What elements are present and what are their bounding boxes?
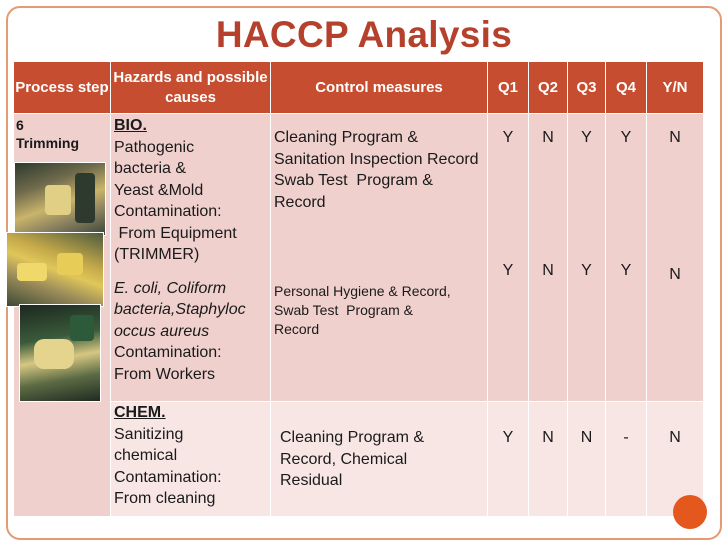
bio-q3-answer-1: Y [581, 129, 592, 146]
chem-hazard-line: chemical [114, 447, 178, 464]
trimming-photo-3 [19, 304, 101, 402]
bio-control1-line: Cleaning Program & [274, 129, 419, 146]
bio-q4-answer-2: Y [620, 262, 632, 279]
header-q4: Q4 [606, 62, 647, 114]
bio-hazard-line: From Equipment [114, 224, 237, 242]
bio-q1-cell [488, 114, 529, 402]
bio-q4-cell [606, 114, 647, 402]
slide-title: HACCP Analysis [215, 14, 513, 55]
bio-hazard2-italic-line: bacteria,Staphyloc [114, 301, 246, 318]
bio-hazard-line: Yeast &Mold [114, 181, 204, 199]
header-hazards: Hazards and possible causes [111, 62, 271, 114]
bio-control-cell [271, 114, 488, 402]
chem-hazard-line: Contamination: [114, 468, 222, 486]
bio-hazard-line: (TRIMMER) [114, 246, 200, 263]
bio-control1-line: Record [274, 193, 326, 211]
chem-hazard-cell [111, 402, 271, 517]
step-number: 6 [16, 117, 24, 133]
bio-control2 [274, 282, 451, 339]
chem-control-line: Record, Chemical [280, 450, 408, 468]
bio-q4-answer-1: Y [620, 129, 632, 146]
chem-hazard-line: From cleaning [114, 490, 216, 507]
bio-q1-answer-2: Y [502, 262, 514, 279]
chem-category: CHEM. [114, 404, 166, 421]
header-row [14, 62, 704, 114]
bio-control2-line: Personal Hygiene & Record, [274, 283, 451, 299]
bio-yn-cell [647, 114, 704, 402]
chem-q3-cell: N [568, 402, 606, 517]
bio-hazard2-italic-line: occus aureus [114, 322, 210, 340]
bio-hazard-line: Contamination: [114, 203, 222, 220]
header-process-step: Process step [14, 62, 111, 114]
bio-q3-answer-2: Y [581, 262, 592, 279]
bio-q2-answer-1: N [542, 129, 554, 146]
bio-hazard2-line: From Workers [114, 365, 216, 383]
chem-q4-cell: - [606, 402, 647, 517]
table-row-chem [14, 402, 704, 517]
bio-q2-cell [529, 114, 568, 402]
bio-q3-cell [568, 114, 606, 402]
bio-hazard2-line: Contamination: [114, 344, 222, 361]
chem-control-line: Cleaning Program & [280, 429, 425, 446]
bio-control1-line: Sanitation Inspection Record [274, 150, 479, 168]
chem-control-cell [271, 402, 488, 517]
header-q1: Q1 [488, 62, 529, 114]
bio-q2-answer-2: N [542, 262, 554, 279]
chem-q1-cell: Y [488, 402, 529, 517]
step-name: Trimming [16, 135, 80, 151]
trimming-photo-2 [6, 232, 104, 307]
bio-hazard-line: Pathogenic [114, 138, 195, 156]
chem-yn-cell: N [647, 402, 704, 517]
bio-yn-answer-2: N [669, 266, 681, 283]
bio-hazard-line: bacteria & [114, 160, 187, 177]
table-row-bio [14, 114, 704, 402]
process-step-cell [14, 114, 111, 517]
chem-hazard-line: Sanitizing [114, 425, 184, 443]
corner-accent-dot [673, 495, 707, 529]
bio-q1-answer-1: Y [502, 129, 514, 146]
trimming-photo-1 [14, 162, 106, 236]
bio-hazard-cell [111, 114, 271, 402]
header-q2: Q2 [529, 62, 568, 114]
bio-category: BIO. [114, 117, 147, 134]
bio-control2-line: Record [274, 321, 320, 337]
haccp-table [13, 61, 704, 517]
header-control-measures: Control measures [271, 62, 488, 114]
bio-control2-line: Swab Test Program & [274, 302, 414, 318]
bio-hazard2-italic-line: E. coli, Coliform [114, 279, 227, 297]
chem-control-line: Residual [280, 472, 343, 489]
header-yn: Y/N [647, 62, 704, 114]
header-q3: Q3 [568, 62, 606, 114]
chem-q2-cell: N [529, 402, 568, 517]
bio-yn-answer-1: N [669, 129, 681, 146]
bio-control1-line: Swab Test Program & [274, 172, 433, 189]
